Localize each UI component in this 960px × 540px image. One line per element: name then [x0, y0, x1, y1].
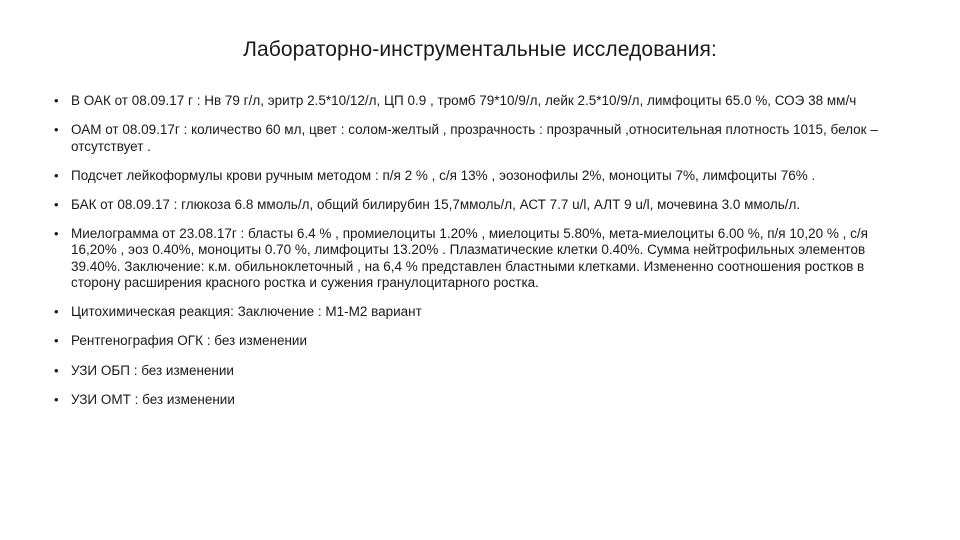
bullet-icon: • [54, 304, 59, 319]
list-item-uzi-obp [54, 363, 904, 380]
bullet-icon: • [54, 93, 59, 108]
bullet-icon: • [54, 167, 59, 183]
bullet-icon: • [54, 196, 59, 212]
list-item-oak [54, 93, 904, 110]
list-item-bak [54, 197, 904, 214]
list-item-cytochemistry [54, 304, 904, 321]
list-item-text: УЗИ ОБП : без изменении [71, 362, 234, 378]
bullet-icon: • [54, 225, 59, 241]
list-item-myelogram [54, 226, 904, 292]
findings-list [54, 93, 904, 421]
bullet-icon: • [54, 362, 59, 378]
list-item-text: Цитохимическая реакция: Заключение : М1-М2 вариант [71, 304, 422, 319]
list-item-text: ОАМ от 08.09.17г : количество 60 мл, цвет : солом-желтый , прозрачность : прозрачный ,относительная плотность 1015, белок – отсутствует . [71, 122, 878, 154]
list-item-leukoformula [54, 168, 904, 185]
slide-title: Лабораторно-инструментальные исследования: [243, 38, 717, 61]
bullet-icon: • [54, 391, 59, 407]
list-item-text: Рентгенография ОГК : без изменении [71, 333, 307, 349]
list-item-xray [54, 333, 904, 350]
bullet-icon: • [54, 333, 59, 349]
list-item-text: В ОАК от 08.09.17 г : Нв 79 г/л, эритр 2.5*10/12/л, ЦП 0.9 , тромб 79*10/9/л, лейк 2.5*10/9/л, лимфоциты 65.0 %, СОЭ 38 мм/ч [71, 93, 857, 108]
list-item-text: Миелограмма от 23.08.17г : бласты 6.4 % , промиелоциты 1.20% , миелоциты 5.80%, мета-миелоциты 6.00 %, п/я 10,20 % , с/я 16,20% , эоз 0.40%, моноциты 0.70 %, лимфоциты 13.20% . Плазматические клетки 0.40%. Сумма нейтрофильных элементов 39.40%. Заключение: к.м. обильноклеточный , на 6,4 % представлен бластными клетками. Измененно соотношения ростков в сторону расширения красного ростка и сужения гранулоцитарного ростка. [71, 225, 868, 290]
list-item-text: УЗИ ОМТ : без изменении [71, 391, 235, 407]
list-item-text: Подсчет лейкоформулы крови ручным методом : п/я 2 % , с/я 13% , эозонофилы 2%, моноциты 7%, лимфоциты 76% . [71, 167, 816, 183]
list-item-uzi-omt [54, 392, 904, 409]
list-item-oam [54, 122, 904, 155]
list-item-text: БАК от 08.09.17 : глюкоза 6.8 ммоль/л, общий билирубин 15,7ммоль/л, АСТ 7.7 u/l, АЛТ 9 u/l, мочевина 3.0 ммоль/л. [71, 196, 801, 212]
bullet-icon: • [54, 122, 59, 137]
